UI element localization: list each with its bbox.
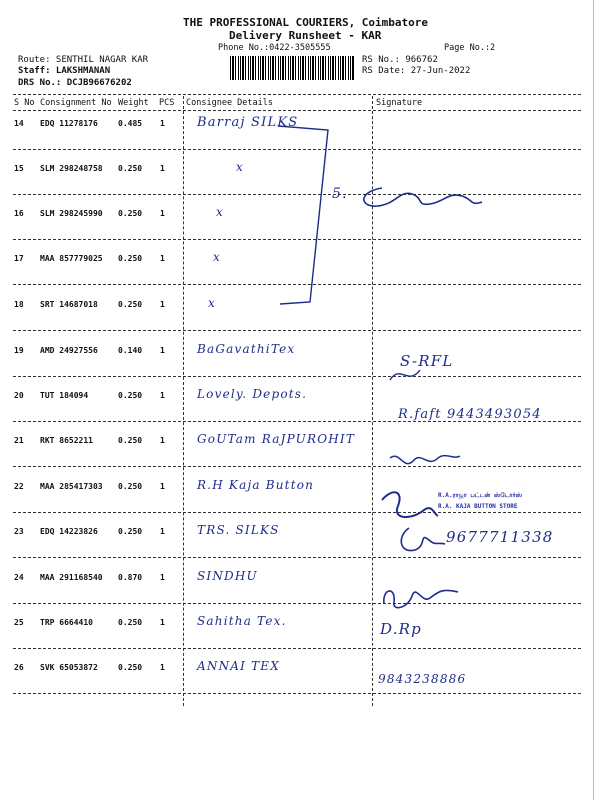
row-weight: 0.250: [118, 527, 143, 536]
row-consignment-no: SLM 298245990: [40, 209, 103, 218]
row-separator: [13, 557, 581, 558]
row-consignment-no: SRT 14687018: [40, 300, 98, 309]
row-sno: 17: [14, 254, 24, 263]
row-sno: 14: [14, 119, 24, 128]
row-pcs: 1: [160, 436, 165, 445]
col-signature: Signature: [376, 98, 423, 108]
col-consignment: Consignment No: [40, 98, 112, 108]
row-sno: 18: [14, 300, 24, 309]
row-signature: R.faft 9443493054: [398, 407, 542, 422]
row-consignee: BaGavathiTex: [197, 342, 296, 356]
row-weight: 0.485: [118, 119, 143, 128]
signature-scribble: [352, 178, 487, 216]
row-pcs: 1: [160, 482, 165, 491]
row-consignee: Lovely. Depots.: [197, 387, 308, 401]
row-consignment-no: SVK 65053872: [40, 663, 98, 672]
row-consignment-no: RKT 8652211: [40, 436, 93, 445]
row-sno: 22: [14, 482, 24, 491]
row-separator: [13, 330, 581, 331]
row-sno: 26: [14, 663, 24, 672]
row-pcs: 1: [160, 618, 165, 627]
row-consignment-no: MAA 285417303: [40, 482, 103, 491]
row-consignee: Barraj SILKS: [197, 115, 299, 130]
col-sno: S No: [14, 98, 35, 108]
row-separator: [13, 693, 581, 694]
stamp-line2: R.A. KAJA BUTTON STORE: [438, 503, 518, 510]
row-consignee: x: [208, 296, 216, 310]
row-weight: 0.250: [118, 209, 143, 218]
row-sno: 21: [14, 436, 24, 445]
row-weight: 0.250: [118, 436, 143, 445]
row-sno: 19: [14, 346, 24, 355]
col-pcs: PCS: [159, 98, 175, 108]
company-title: THE PROFESSIONAL COURIERS, Coimbatore: [183, 16, 429, 29]
row-signature: 9843238886: [378, 672, 467, 686]
row-pcs: 1: [160, 573, 165, 582]
signature-scribble: [386, 360, 426, 390]
row-consignee: x: [236, 160, 244, 174]
row-sno: 24: [14, 573, 24, 582]
row-weight: 0.250: [118, 482, 143, 491]
row-separator: [13, 466, 581, 467]
row-consignment-no: MAA 857779025: [40, 254, 103, 263]
row-pcs: 1: [160, 663, 165, 672]
row-consignee: R.H Kaja Button: [197, 478, 315, 492]
signature-scribble: [384, 446, 464, 476]
row-consignee: x: [213, 250, 221, 264]
bracket-mark: [270, 120, 340, 320]
row-consignee: ANNAI TEX: [197, 659, 280, 673]
row-weight: 0.250: [118, 391, 143, 400]
row-separator: [13, 512, 581, 513]
row-consignee: SINDHU: [197, 569, 258, 583]
row-pcs: 1: [160, 391, 165, 400]
row-separator: [13, 603, 581, 604]
col-weight: Weight: [118, 98, 149, 108]
row-separator: [13, 376, 581, 377]
row-consignment-no: TRP 6664410: [40, 618, 93, 627]
column-divider: [183, 96, 184, 706]
row-consignment-no: TUT 184094: [40, 391, 89, 400]
row-sno: 20: [14, 391, 24, 400]
phone-number: Phone No.:0422-3505555: [218, 43, 331, 53]
row-pcs: 1: [160, 164, 165, 173]
drs-number: DRS No.: DCJB96676202: [18, 78, 132, 88]
row-weight: 0.140: [118, 346, 143, 355]
row-consignment-no: EDQ 11278176: [40, 119, 98, 128]
row-consignment-no: EDQ 14223826: [40, 527, 98, 536]
row-consignment-no: SLM 298248758: [40, 164, 103, 173]
row-pcs: 1: [160, 300, 165, 309]
row-sno: 15: [14, 164, 24, 173]
col-consignee: Consignee Details: [186, 98, 273, 108]
row-consignment-no: MAA 291168540: [40, 573, 103, 582]
runsheet-subtitle: Delivery Runsheet - KAR: [229, 29, 382, 42]
signature-scribble: [378, 568, 468, 616]
row-signature: D.Rp: [380, 620, 422, 638]
row-consignment-no: AMD 24927556: [40, 346, 98, 355]
header-rule-top: [13, 94, 581, 95]
row-consignee: GoUTam RaJPUROHIT: [197, 432, 356, 446]
row-sno: 23: [14, 527, 24, 536]
row-pcs: 1: [160, 346, 165, 355]
rs-date: RS Date: 27-Jun-2022: [362, 66, 471, 76]
row-signature: 9677711338: [446, 528, 554, 546]
row-weight: 0.250: [118, 254, 143, 263]
header-rule-bottom: [13, 110, 581, 111]
row-consignee: x: [216, 205, 224, 219]
signature-scribble: [393, 520, 453, 560]
row-pcs: 1: [160, 254, 165, 263]
row-sno: 16: [14, 209, 24, 218]
staff-label: Staff: LAKSHMANAN: [18, 66, 111, 76]
stamp-line1: R.A.ராஜா பட்டன் ஸ்டோர்ஸ்: [438, 492, 523, 499]
row-separator: [13, 421, 581, 422]
row-weight: 0.250: [118, 663, 143, 672]
row-consignee: Sahitha Tex.: [197, 614, 287, 628]
row-weight: 0.250: [118, 164, 143, 173]
row-weight: 0.250: [118, 618, 143, 627]
row-pcs: 1: [160, 527, 165, 536]
row-consignee: TRS. SILKS: [197, 523, 280, 537]
bracket-note: 5.: [332, 186, 348, 202]
row-signature: S-RFL: [400, 352, 454, 370]
row-pcs: 1: [160, 119, 165, 128]
page-number: Page No.:2: [444, 43, 496, 53]
row-weight: 0.250: [118, 300, 143, 309]
row-weight: 0.870: [118, 573, 143, 582]
rs-number: RS No.: 966762: [362, 55, 438, 65]
page-edge: [591, 0, 594, 800]
row-sno: 25: [14, 618, 24, 627]
row-pcs: 1: [160, 209, 165, 218]
route-label: Route: SENTHIL NAGAR KAR: [18, 55, 149, 65]
barcode: [230, 56, 354, 80]
row-separator: [13, 648, 581, 649]
